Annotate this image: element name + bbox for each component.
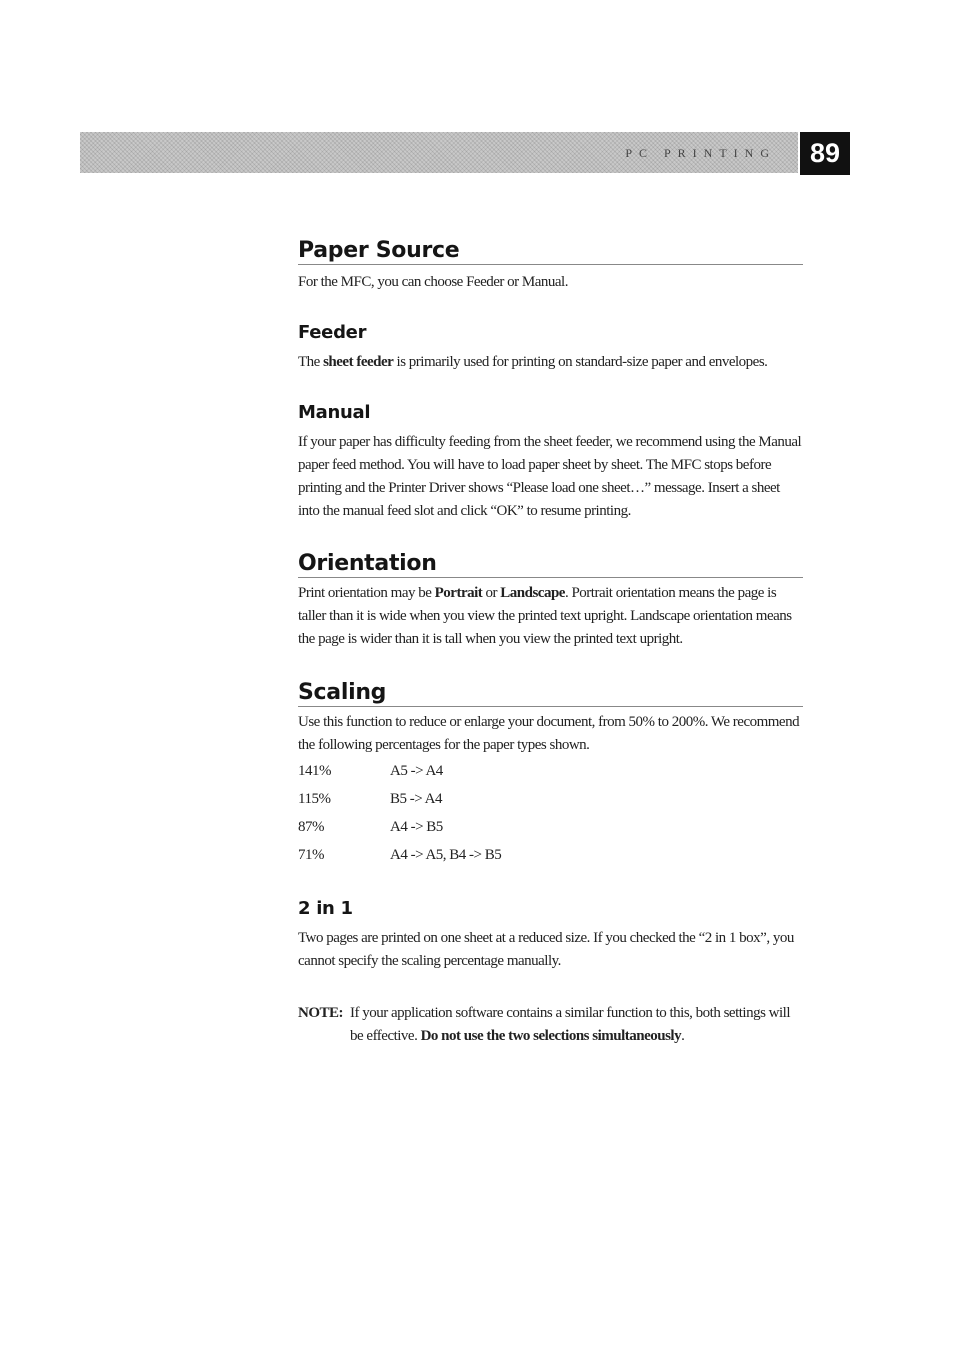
feeder-heading: Feeder xyxy=(298,322,367,343)
feeder-text-1: The xyxy=(298,354,324,370)
note-body: If your application software contains a similar function to this, both settings will be effective. xyxy=(350,1005,790,1044)
paper-source-heading: Paper Source xyxy=(298,238,803,265)
scaling-percent: 71% xyxy=(298,847,324,863)
scaling-papers: A5 -> A4 xyxy=(390,763,443,779)
scaling-percent: 115% xyxy=(298,791,331,807)
orientation-text-3: . Portrait orientation means the page is taller than it is wide when you view the printed text upright. Landscape orientation means the page is wider than it is tall when you view the printed text upright. xyxy=(298,585,792,647)
orientation-text-1: Print orientation may be xyxy=(298,585,435,601)
two-in-one-heading: 2 in 1 xyxy=(298,898,353,919)
portrait-term: Portrait xyxy=(434,585,483,601)
feeder-paragraph xyxy=(298,351,803,374)
scaling-papers: A4 -> B5 xyxy=(390,819,443,835)
orientation-paragraph xyxy=(298,582,803,651)
scaling-row xyxy=(298,785,803,813)
two-in-one-paragraph: Two pages are printed on one sheet at a reduced size. If you checked the “2 in 1 box”, you cannot specify the scaling percentage manually. xyxy=(298,930,794,969)
scaling-papers: A4 -> A5, B4 -> B5 xyxy=(390,847,502,863)
scaling-table xyxy=(298,757,803,869)
scaling-paragraph: Use this function to reduce or enlarge your document, from 50% to 200%. We recommend the following percentages for the paper types shown. xyxy=(298,714,800,753)
note-block xyxy=(298,1002,803,1048)
feeder-text-2: is primarily used for printing on standard-size paper and envelopes. xyxy=(393,354,768,370)
scaling-row xyxy=(298,757,803,785)
orientation-text-2: or xyxy=(482,585,501,601)
manual-paragraph: If your paper has difficulty feeding from the sheet feeder, we recommend using the Manual paper feed method. You will have to load paper sheet by sheet. The MFC stops before printing and the Printer Driver shows “Please load one sheet…” message. Insert a sheet into the manual feed slot and click “OK” to resume printing. xyxy=(298,434,802,519)
orientation-heading: Orientation xyxy=(298,551,803,578)
scaling-papers: B5 -> A4 xyxy=(390,791,442,807)
note-warning: Do not use the two selections simultaneously xyxy=(420,1028,682,1044)
landscape-term: Landscape xyxy=(500,585,565,601)
running-head: PC PRINTING xyxy=(625,146,776,160)
scaling-percent: 87% xyxy=(298,819,324,835)
scaling-heading: Scaling xyxy=(298,680,803,707)
note-label: NOTE: xyxy=(298,1005,344,1021)
page-content xyxy=(298,238,803,1048)
note-text xyxy=(350,1002,803,1048)
manual-heading: Manual xyxy=(298,402,371,423)
page-number: 89 xyxy=(800,132,850,175)
scaling-percent: 141% xyxy=(298,763,331,779)
note-end: . xyxy=(681,1028,685,1044)
running-head-band xyxy=(80,132,798,173)
paper-source-intro: For the MFC, you can choose Feeder or Manual. xyxy=(298,274,568,290)
scaling-row xyxy=(298,813,803,841)
scaling-row xyxy=(298,841,803,869)
feeder-bold-term: sheet feeder xyxy=(323,354,394,370)
